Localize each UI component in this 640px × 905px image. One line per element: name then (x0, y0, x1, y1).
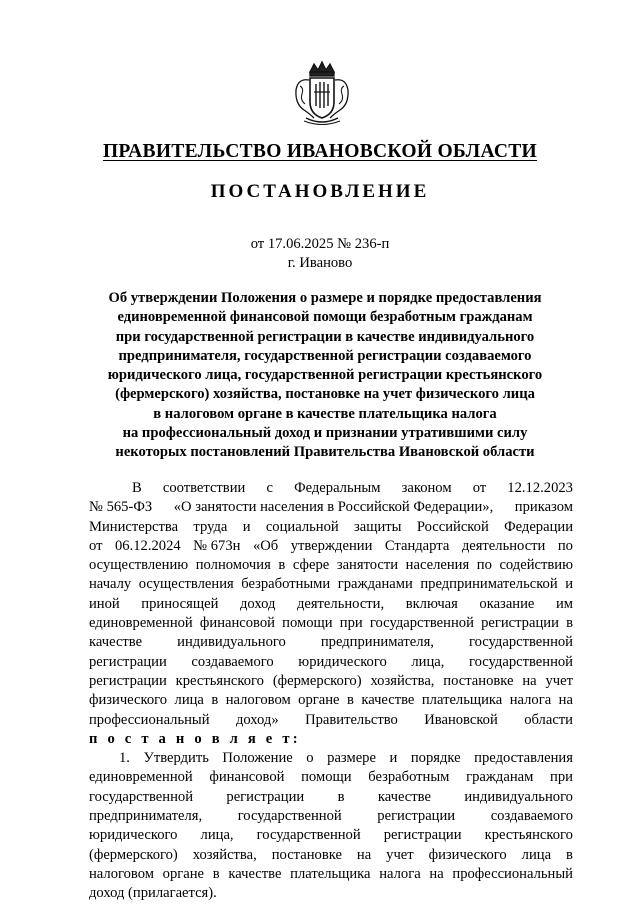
word: размере (327, 750, 376, 767)
word: иной (89, 595, 120, 612)
word: юридического (89, 827, 178, 844)
word: учет (386, 846, 414, 863)
text-line (89, 614, 573, 633)
word: «Об (252, 537, 279, 554)
word: Положение (222, 750, 293, 767)
word: лица, (200, 827, 234, 844)
word: Утвердить (143, 750, 209, 767)
word: полномочия (195, 557, 271, 574)
text-line (89, 653, 573, 672)
word: государственной (237, 808, 342, 825)
text-line (89, 556, 573, 575)
title-line: на профессиональный доход и признании утратившими силу (122, 425, 528, 442)
word: регистрации (89, 653, 167, 670)
word: от (472, 480, 487, 496)
organization-title: ПРАВИТЕЛЬСТВО ИВАНОВСКОЙ ОБЛАСТИ (102, 141, 538, 162)
word: плательщика (421, 692, 503, 709)
word: в (346, 692, 354, 709)
word: порядке (410, 750, 461, 767)
word: 12.12.2023 (507, 480, 573, 496)
item-1-paragraph (89, 749, 573, 884)
word: гражданами (337, 576, 413, 593)
word: 1. (119, 750, 130, 767)
text-line (89, 749, 573, 768)
word: крестьянского (175, 672, 264, 689)
word: Российской (416, 518, 489, 535)
word: индивидуального (464, 788, 573, 805)
word: хозяйства, (370, 672, 435, 689)
word: органе (162, 865, 205, 882)
word: налоговом (89, 865, 154, 882)
city: г. Иваново (287, 255, 353, 271)
item-1-last-line (89, 884, 573, 903)
word: предпринимателя, (320, 634, 434, 651)
text-line (89, 575, 573, 594)
word: деятельности (461, 537, 546, 554)
word: лица, (411, 653, 445, 670)
text-line (89, 633, 573, 652)
word: органе (298, 692, 340, 709)
title-line: в налоговом органе в качестве плательщика налога (153, 405, 497, 422)
word: государственной (468, 634, 573, 651)
document-body (89, 479, 573, 904)
word: Федеральным (294, 480, 381, 496)
word: качестве (228, 865, 282, 882)
word: Министерства (89, 518, 179, 535)
document-meta (0, 235, 640, 273)
text-line (89, 846, 573, 865)
word: утверждении (290, 537, 373, 554)
word: профессиональный (452, 865, 573, 882)
word: плательщика (290, 865, 371, 882)
word: на (429, 865, 444, 882)
word: и (242, 518, 251, 535)
word: началу (89, 576, 132, 593)
word: финансовой (199, 615, 275, 632)
word: доход (239, 595, 276, 612)
word: по (557, 537, 573, 554)
word: осуществления (138, 576, 234, 593)
word: 06.12.2024 (114, 537, 181, 554)
word: физического (428, 846, 507, 863)
word: осуществлению (89, 557, 189, 574)
word: деятельности, (296, 595, 385, 612)
word: единовременной (89, 769, 193, 786)
word: создаваемого (191, 653, 274, 670)
text-line (89, 498, 573, 517)
text-line (89, 826, 573, 845)
word: «О занятости населения в Российской Федерации», (173, 499, 494, 516)
word: доход» (235, 711, 279, 728)
word: (фермерского) (272, 672, 362, 689)
word: при (339, 615, 363, 632)
word: Федерации (504, 518, 573, 535)
word: приносящей (141, 595, 219, 612)
text-line (89, 691, 573, 710)
ivanovo-coat-of-arms-icon (290, 58, 354, 128)
word: в (566, 615, 573, 632)
word: качестве (361, 692, 415, 709)
word: государственной (256, 827, 361, 844)
word: регистрации (226, 788, 305, 805)
title-line: единовременной финансовой помощи безработным гражданам (117, 309, 533, 326)
word: включая (405, 595, 458, 612)
word: им (555, 595, 573, 612)
text-line (89, 479, 573, 498)
word: соответствии (162, 480, 246, 496)
text-line (89, 518, 573, 537)
word: государственной (89, 788, 194, 805)
resolves-word: п о с т а н о в л я е т: (89, 730, 301, 747)
text-line (89, 711, 573, 730)
text-line (89, 788, 573, 807)
text-line (89, 537, 573, 556)
word: на (558, 692, 573, 709)
preamble-paragraph (89, 479, 573, 730)
word: законом (401, 480, 452, 496)
document-title (90, 289, 560, 463)
word: безработными (241, 576, 331, 593)
text-line (89, 672, 573, 691)
text-line (89, 768, 573, 787)
word: предпринимателя, (89, 808, 203, 825)
word: приказом (514, 499, 573, 516)
word: Ивановской (424, 711, 498, 728)
word: единовременной (89, 615, 193, 632)
word: постановке (271, 846, 342, 863)
word: в (566, 846, 573, 863)
resolves-line (89, 730, 573, 749)
title-line: юридического лица, государственной регистрации крестьянского (107, 367, 543, 384)
word: качестве (377, 788, 431, 805)
word: о (306, 750, 314, 767)
item-1-last-text: доход (прилагается). (89, 885, 217, 902)
title-line: при государственной регистрации в качестве индивидуального (115, 328, 535, 345)
word: предпринимательской (420, 576, 558, 593)
word: с (266, 480, 273, 496)
word: сфере (292, 557, 330, 574)
word: государственной (369, 615, 474, 632)
word: финансовой (209, 769, 285, 786)
word: труда (193, 518, 228, 535)
word: Стандарта (384, 537, 450, 554)
word: занятости (336, 557, 399, 574)
word: в (212, 865, 220, 882)
word: качестве (89, 634, 143, 651)
word: социальной (265, 518, 339, 535)
word: (фермерского) (89, 846, 178, 863)
word: регистрации (481, 615, 559, 632)
word: регистрации (383, 827, 462, 844)
word: в (337, 788, 345, 805)
word: налога (509, 692, 552, 709)
word: области (524, 711, 573, 728)
title-line: предпринимателя, государственной регистрации создаваемого (118, 347, 532, 364)
word: хозяйства, (192, 846, 257, 863)
document-type: ПОСТАНОВЛЕНИЕ (210, 181, 430, 202)
word: помощи (282, 615, 333, 632)
word: профессиональный (89, 711, 210, 728)
word: регистрации (89, 672, 167, 689)
word: населения (405, 557, 470, 574)
word: лица (521, 846, 552, 863)
word: в (211, 692, 219, 709)
word: учет (545, 672, 573, 689)
word: индивидуального (177, 634, 286, 651)
word: предоставления (474, 750, 573, 767)
word: № 565-ФЗ (89, 499, 153, 516)
word: помощи (301, 769, 352, 786)
word: при (550, 769, 573, 786)
word: на (356, 846, 372, 863)
word: по (476, 557, 492, 574)
word: лица (174, 692, 204, 709)
word: № 673н (193, 537, 241, 554)
word: безработным (368, 769, 450, 786)
word: создаваемого (490, 808, 573, 825)
word: крестьянского (484, 827, 573, 844)
word: В (132, 480, 142, 496)
word: налога (379, 865, 421, 882)
text-line (89, 807, 573, 826)
word: оказание (479, 595, 535, 612)
word: от (89, 537, 103, 554)
word: на (522, 672, 537, 689)
date-number: от 17.06.2025 № 236-п (250, 236, 390, 252)
title-line: (фермерского) хозяйства, постановке на учет физического лица (115, 386, 535, 403)
word: гражданам (466, 769, 534, 786)
word: Правительство (305, 711, 398, 728)
word: постановке (443, 672, 514, 689)
word: и (565, 576, 573, 593)
text-line (89, 595, 573, 614)
word: физического (89, 692, 168, 709)
word: налоговом (225, 692, 291, 709)
word: юридического (298, 653, 387, 670)
word: и (389, 750, 398, 767)
word: регистрации (377, 808, 456, 825)
word: государственной (468, 653, 573, 670)
word: защиты (354, 518, 402, 535)
word: в (278, 557, 286, 574)
word: содействию (499, 557, 573, 574)
title-line: Об утверждении Положения о размере и порядке предоставления (108, 290, 542, 306)
title-line: некоторых постановлений Правительства Ивановской области (115, 444, 535, 461)
text-line (89, 865, 573, 884)
